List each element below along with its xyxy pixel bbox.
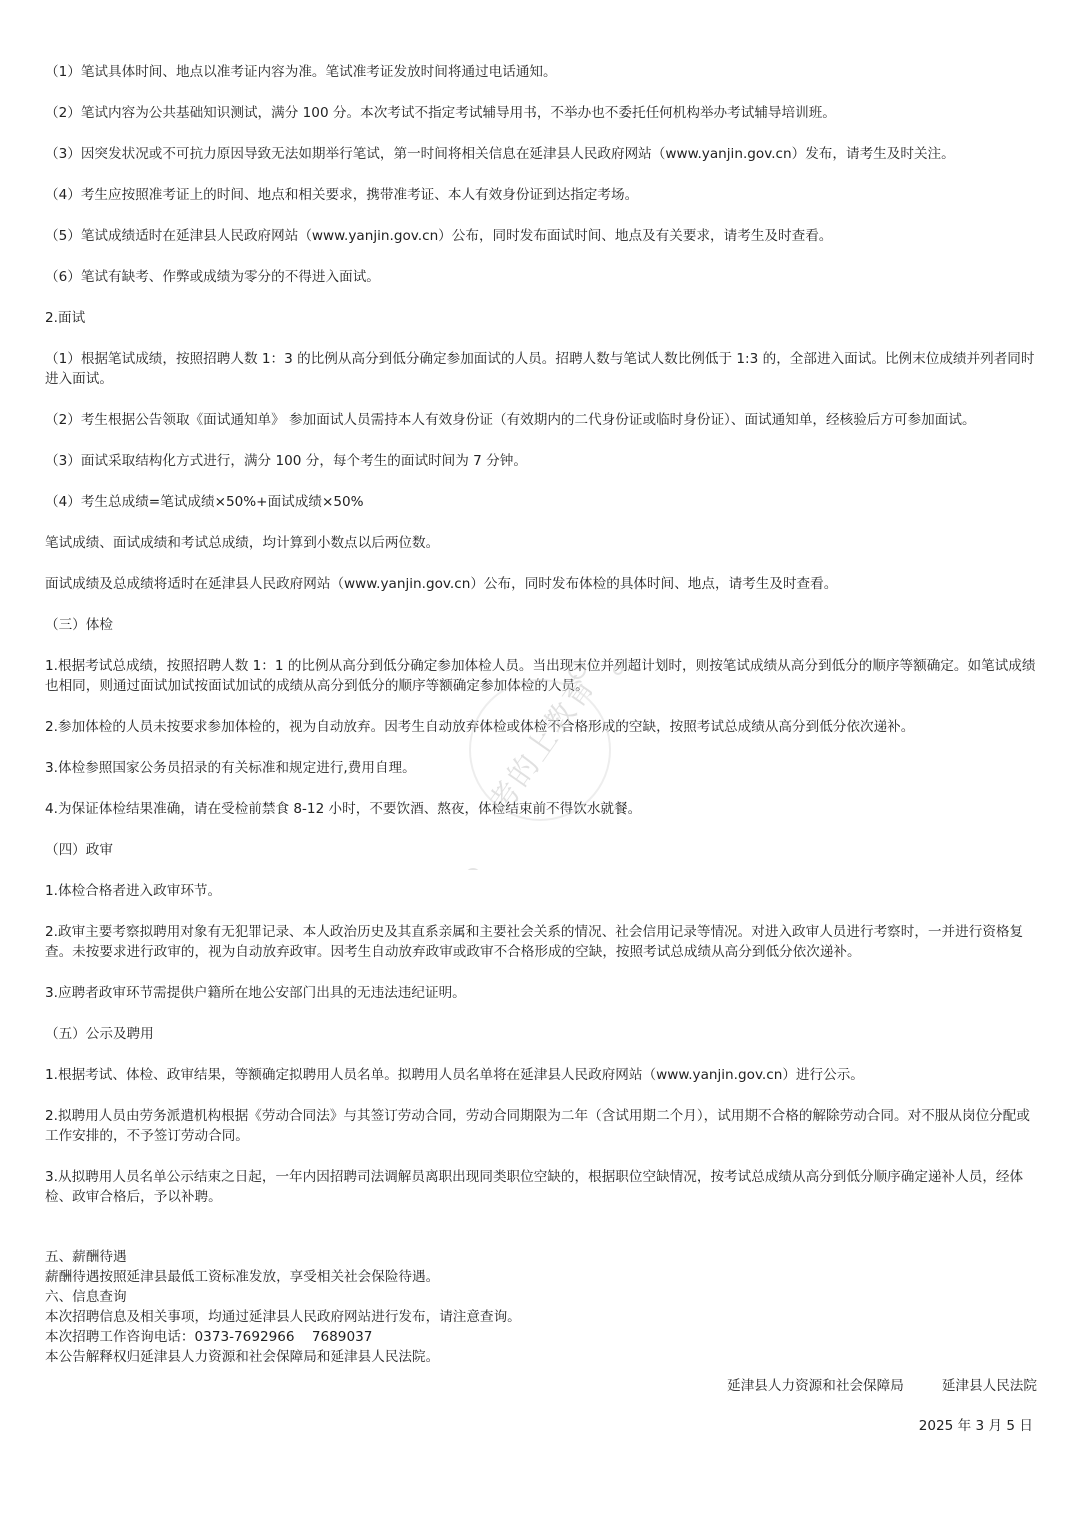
medical-section xyxy=(45,615,1037,819)
interview-item-2: （2）考生根据公告领取《面试通知单》 参加面试人员需持本人有效身份证（有效期内的二代身份证或临时身份证）、面试通知单，经核验后方可参加面试。 xyxy=(45,412,976,428)
medical-item-1: 1.根据考试总成绩，按照招聘人数 1：1 的比例从高分到低分确定参加体检人员。当出现末位并列超计划时，则按笔试成绩从高分到低分的顺序等额确定。如笔试成绩也相同，则通过面试加试按面试加试的成绩从高分到低分的顺序等额确定参加体检的人员。 xyxy=(45,658,1036,694)
announcement-document xyxy=(45,62,1037,1436)
inquiry-heading: 六、信息查询 xyxy=(45,1289,127,1305)
score-note: 笔试成绩、面试成绩和考试总成绩，均计算到小数点以后两位数。 xyxy=(45,535,440,551)
political-item-1: 1.体检合格者进入政审环节。 xyxy=(45,883,222,899)
medical-item-2: 2.参加体检的人员未按要求参加体检的，视为自动放弃。因考生自动放弃体检或体检不合格形成的空缺，按照考试总成绩从高分到低分依次递补。 xyxy=(45,719,915,735)
salary-inquiry-section xyxy=(45,1247,1037,1367)
signature-date: 2025 年 3 月 5 日 xyxy=(918,1418,1033,1434)
interview-item-4: （4）考生总成绩=笔试成绩×50%+面试成绩×50% xyxy=(45,494,364,510)
publicity-heading: （五）公示及聘用 xyxy=(45,1026,154,1042)
written-item-5: （5）笔试成绩适时在延津县人民政府网站（www.yanjin.gov.cn）公布，同时发布面试时间、地点及有关要求，请考生及时查看。 xyxy=(45,228,833,244)
salary-heading: 五、薪酬待遇 xyxy=(45,1249,127,1265)
written-item-3: （3）因突发状况或不可抗力原因导致无法如期举行笔试，第一时间将相关信息在延津县人民政府网站（www.yanjin.gov.cn）发布，请考生及时关注。 xyxy=(45,146,955,162)
signature-org-hr: 延津县人力资源和社会保障局 xyxy=(727,1378,904,1394)
interview-item-1: （1）根据笔试成绩，按照招聘人数 1：3 的比例从高分到低分确定参加面试的人员。招聘人数与笔试人数比例低于 1:3 的，全部进入面试。比例末位成绩并列者同时进入面试。 xyxy=(45,351,1035,387)
signature-line xyxy=(45,1376,1037,1396)
publicity-item-1: 1.根据考试、体检、政审结果，等额确定拟聘用人员名单。拟聘用人员名单将在延津县人民政府网站（www.yanjin.gov.cn）进行公示。 xyxy=(45,1067,864,1083)
written-item-1: （1）笔试具体时间、地点以准考证内容为准。笔试准考证发放时间将通过电话通知。 xyxy=(45,64,557,80)
political-item-2: 2.政审主要考察拟聘用对象有无犯罪记录、本人政治历史及其直系亲属和主要社会关系的情况、社会信用记录等情况。对进入政审人员进行考察时，一并进行资格复查。未按要求进行政审的，视为自动放弃政审。因考生自动放弃政审或政审不合格形成的空缺，按照考试总成绩从高分到低分依次递补。 xyxy=(45,924,1024,960)
score-publish: 面试成绩及总成绩将适时在延津县人民政府网站（www.yanjin.gov.cn）公布，同时发布体检的具体时间、地点，请考生及时查看。 xyxy=(45,576,838,592)
medical-item-4: 4.为保证体检结果准确，请在受检前禁食 8-12 小时，不要饮酒、熬夜，体检结束前不得饮水就餐。 xyxy=(45,801,642,817)
interview-item-3: （3）面试采取结构化方式进行，满分 100 分，每个考生的面试时间为 7 分钟。 xyxy=(45,453,527,469)
publicity-section xyxy=(45,1024,1037,1207)
inquiry-rights: 本公告解释权归延津县人力资源和社会保障局和延津县人民法院。 xyxy=(45,1349,440,1365)
salary-text: 薪酬待遇按照延津县最低工资标准发放，享受相关社会保险待遇。 xyxy=(45,1269,440,1285)
publicity-item-2: 2.拟聘用人员由劳务派遣机构根据《劳动合同法》与其签订劳动合同，劳动合同期限为二年（含试用期二个月），试用期不合格的解除劳动合同。对不服从岗位分配或工作安排的，不予签订劳动合同。 xyxy=(45,1108,1030,1144)
publicity-item-3: 3.从拟聘用人员名单公示结束之日起，一年内因招聘司法调解员离职出现同类职位空缺的，根据职位空缺情况，按考试总成绩从高分到低分顺序确定递补人员，经体检、政审合格后，予以补聘。 xyxy=(45,1169,1024,1205)
written-item-4: （4）考生应按照准考证上的时间、地点和相关要求，携带准考证、本人有效身份证到达指定考场。 xyxy=(45,187,639,203)
written-item-6: （6）笔试有缺考、作弊或成绩为零分的不得进入面试。 xyxy=(45,269,380,285)
written-item-2: （2）笔试内容为公共基础知识测试，满分 100 分。本次考试不指定考试辅导用书，不举办也不委托任何机构举办考试辅导培训班。 xyxy=(45,105,836,121)
inquiry-phone: 本次招聘工作咨询电话：0373-7692966 7689037 xyxy=(45,1329,373,1345)
political-item-3: 3.应聘者政审环节需提供户籍所在地公安部门出具的无违法违纪证明。 xyxy=(45,985,466,1001)
political-section xyxy=(45,840,1037,1003)
inquiry-text: 本次招聘信息及相关事项，均通过延津县人民政府网站进行发布，请注意查询。 xyxy=(45,1309,521,1325)
watermark-text: 考的上教育 xyxy=(482,668,604,820)
medical-heading: （三）体检 xyxy=(45,617,113,633)
medical-item-3: 3.体检参照国家公务员招录的有关标准和规定进行,费用自理。 xyxy=(45,760,416,776)
interview-section xyxy=(45,308,1037,594)
interview-heading: 2.面试 xyxy=(45,310,86,326)
section-gap xyxy=(45,1228,1037,1247)
political-heading: （四）政审 xyxy=(45,842,113,858)
written-exam-section xyxy=(45,62,1037,287)
signature-org-court: 延津县人民法院 xyxy=(941,1378,1037,1394)
